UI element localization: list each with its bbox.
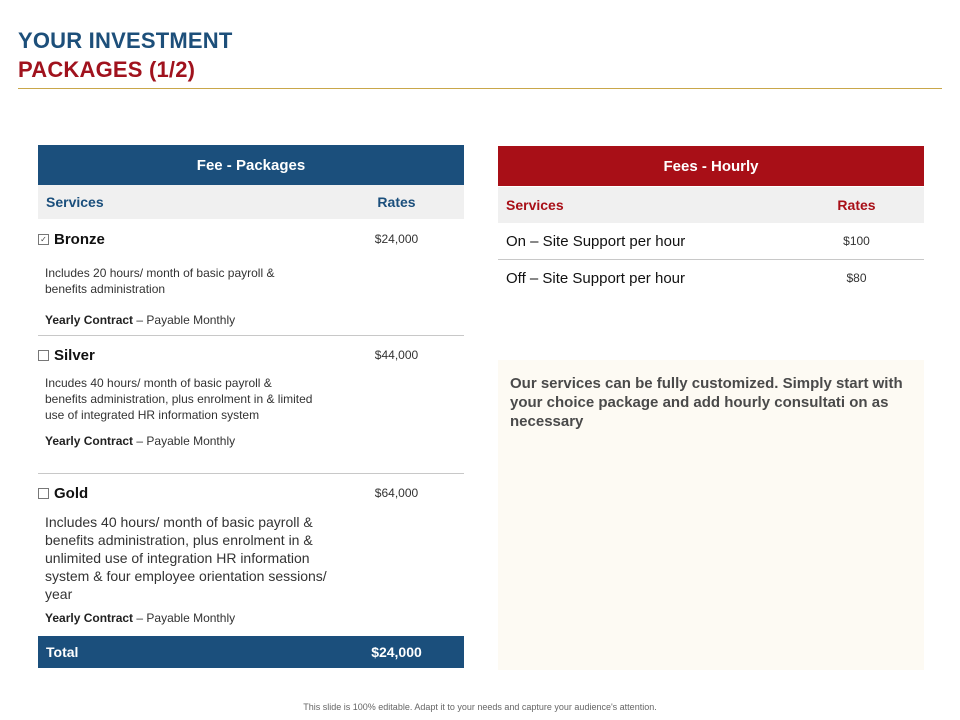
total-value: $24,000: [371, 644, 422, 660]
package-description-gold: Includes 40 hours/ month of basic payroll & benefits administration, plus enrolment in & unlimited use of integration HR information system & four employee orientation sessions/ year: [45, 514, 327, 602]
hourly-rate-offsite: $80: [846, 271, 867, 285]
hourly-rate-onsite: $100: [843, 234, 870, 248]
package-row-bronze: [38, 219, 464, 336]
title-line-2: PACKAGES (1/2): [18, 57, 196, 82]
package-description-silver: Incudes 40 hours/ month of basic payroll & benefits administration, plus enrolment in & limited use of integrated HR information system: [45, 376, 313, 422]
hourly-services-column-label: Services: [506, 197, 564, 213]
fee-packages-table: [38, 145, 464, 668]
hourly-row-offsite: [498, 260, 924, 296]
services-column-label: Services: [46, 194, 104, 210]
package-name-bronze: Bronze: [54, 230, 105, 248]
package-name-gold: Gold: [54, 484, 89, 502]
hourly-service-onsite: On – Site Support per hour: [506, 232, 686, 250]
checkbox-silver[interactable]: [38, 350, 49, 361]
package-row-gold: [38, 474, 464, 636]
total-row: [38, 636, 464, 668]
package-row-silver: [38, 336, 464, 474]
hourly-rates-column-label: Rates: [837, 197, 876, 213]
fees-hourly-header: Fees - Hourly: [498, 146, 924, 186]
checkbox-gold[interactable]: [38, 488, 49, 499]
package-price-bronze: $24,000: [374, 232, 419, 246]
footer-disclaimer: This slide is 100% editable. Adapt it to your needs and capture your audience's attention.: [303, 702, 657, 712]
package-price-silver: $44,000: [374, 348, 419, 362]
package-price-gold: $64,000: [374, 486, 419, 500]
rates-column-label: Rates: [377, 194, 416, 210]
title-line-1: YOUR INVESTMENT: [18, 28, 233, 53]
hourly-row-onsite: [498, 223, 924, 260]
fees-hourly-column-header: [498, 187, 924, 223]
package-description-bronze: Includes 20 hours/ month of basic payroll & benefits administration: [45, 266, 275, 296]
fee-packages-header: Fee - Packages: [38, 145, 464, 185]
package-contract-silver: Yearly Contract – Payable Monthly: [45, 434, 236, 448]
checkbox-bronze[interactable]: ✓: [38, 234, 49, 245]
page-title: [18, 26, 232, 84]
customization-note-text: Our services can be fully customized. Simply start with your choice package and add hourly consultati on as necessary: [510, 375, 903, 430]
customization-note-box: [498, 360, 924, 670]
package-contract-gold: Yearly Contract – Payable Monthly: [45, 611, 236, 625]
package-name-silver: Silver: [54, 346, 95, 364]
package-contract-bronze: Yearly Contract – Payable Monthly: [45, 313, 236, 327]
fees-hourly-table: [498, 146, 924, 296]
fee-packages-column-header: [38, 185, 464, 219]
total-label: Total: [46, 644, 79, 660]
title-divider: [18, 88, 942, 89]
hourly-service-offsite: Off – Site Support per hour: [506, 269, 685, 287]
